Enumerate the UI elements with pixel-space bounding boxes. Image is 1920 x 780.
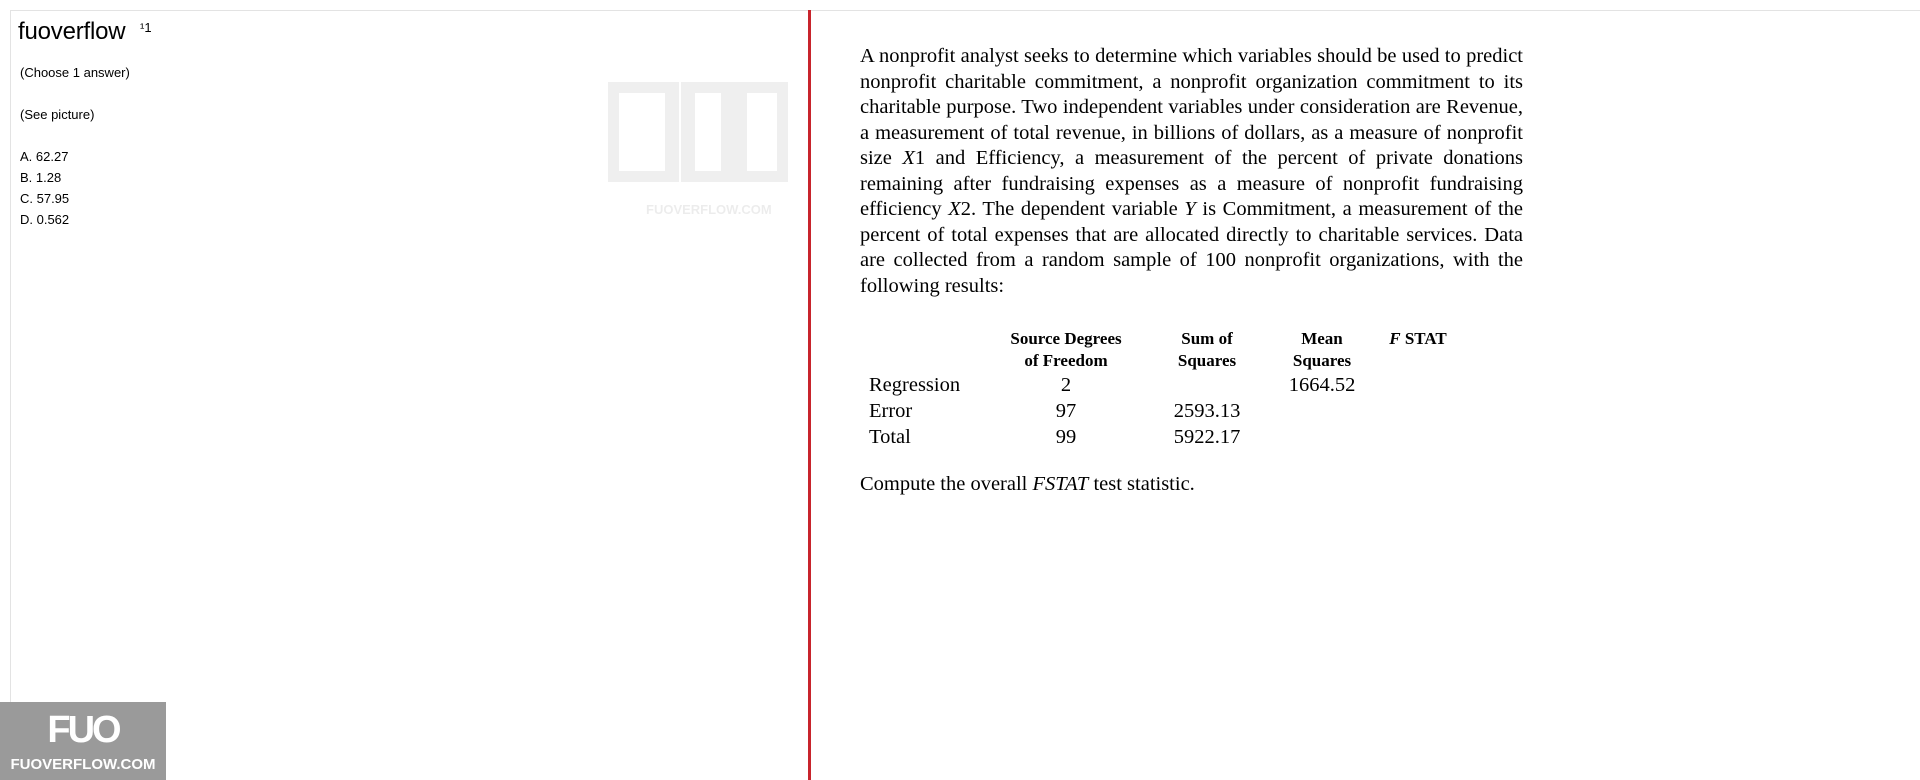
row-regression-ms: 1664.52 [1288, 374, 1356, 396]
brand-title-tail: ¹1 [140, 20, 152, 35]
faint-watermark-text: FUOVERFLOW.COM [646, 202, 772, 217]
fuo-site-label: FUOVERFLOW.COM [10, 756, 156, 773]
fuo-logo: FUO [47, 709, 119, 751]
var-x2: X [948, 198, 961, 220]
header-fstat: F STAT [1389, 329, 1447, 348]
brand-title: fuoverflow [18, 18, 131, 46]
question-panel [20, 62, 130, 230]
row-regression-df: 2 [1060, 374, 1072, 396]
see-picture-text: (See picture) [20, 107, 95, 122]
row-total-df: 99 [1055, 426, 1077, 448]
fstat-term: FSTAT [1032, 473, 1089, 495]
row-total-ss: 5922.17 [1173, 426, 1241, 448]
left-border [10, 10, 11, 780]
row-error-df: 97 [1055, 400, 1077, 422]
row-total-source: Total [869, 426, 911, 448]
top-border [10, 10, 1920, 11]
fuo-badge [0, 702, 166, 780]
question-prompt: Compute the overall FSTAT test statistic. [860, 473, 1195, 495]
instruction-text: (Choose 1 answer) [20, 65, 130, 80]
panel-divider [808, 10, 811, 780]
var-x2-index: 2 [960, 198, 971, 220]
problem-part-2: and Efficiency, a measurement of the percent of private donations remaining after fundraising expenses as a measure of nonprofit fundraising efficiency [860, 147, 1524, 220]
problem-part-1: A nonprofit analyst seeks to determine which variables should be used to predict nonprofit charitable commitment, a nonprofit organization commitment to its charitable purpose. Two independent variables under consideration are Revenue, a measurement of total revenue, in billions of dollars, as a measure of nonprofit size [860, 45, 1523, 169]
row-error-ss: 2593.13 [1173, 400, 1241, 422]
var-x1: X [902, 147, 915, 169]
faint-watermark-logo [608, 82, 788, 182]
var-y: Y [1184, 198, 1196, 220]
row-error-source: Error [869, 400, 913, 422]
problem-part-3: . The dependent variable [970, 198, 1185, 220]
header-df: Source Degrees of Freedom [1010, 329, 1122, 370]
answer-option-b[interactable]: B. 1.28 [20, 170, 62, 185]
answer-option-c[interactable]: C. 57.95 [20, 191, 70, 206]
row-regression-source: Regression [869, 374, 961, 396]
answer-option-d[interactable]: D. 0.562 [20, 212, 70, 227]
header-ss: Sum of Squares [1177, 329, 1237, 370]
problem-part-4: is Commitment, a measurement of the percent of total expenses that are allocated directly to charitable services. Data are collected from a random sample of 100 nonprofit organizations, with the following results: [860, 198, 1523, 297]
var-x1-index: 1 [914, 147, 926, 169]
problem-statement [860, 44, 1523, 299]
header-ms: Mean Squares [1292, 329, 1352, 370]
answer-option-a[interactable]: A. 62.27 [20, 149, 69, 164]
